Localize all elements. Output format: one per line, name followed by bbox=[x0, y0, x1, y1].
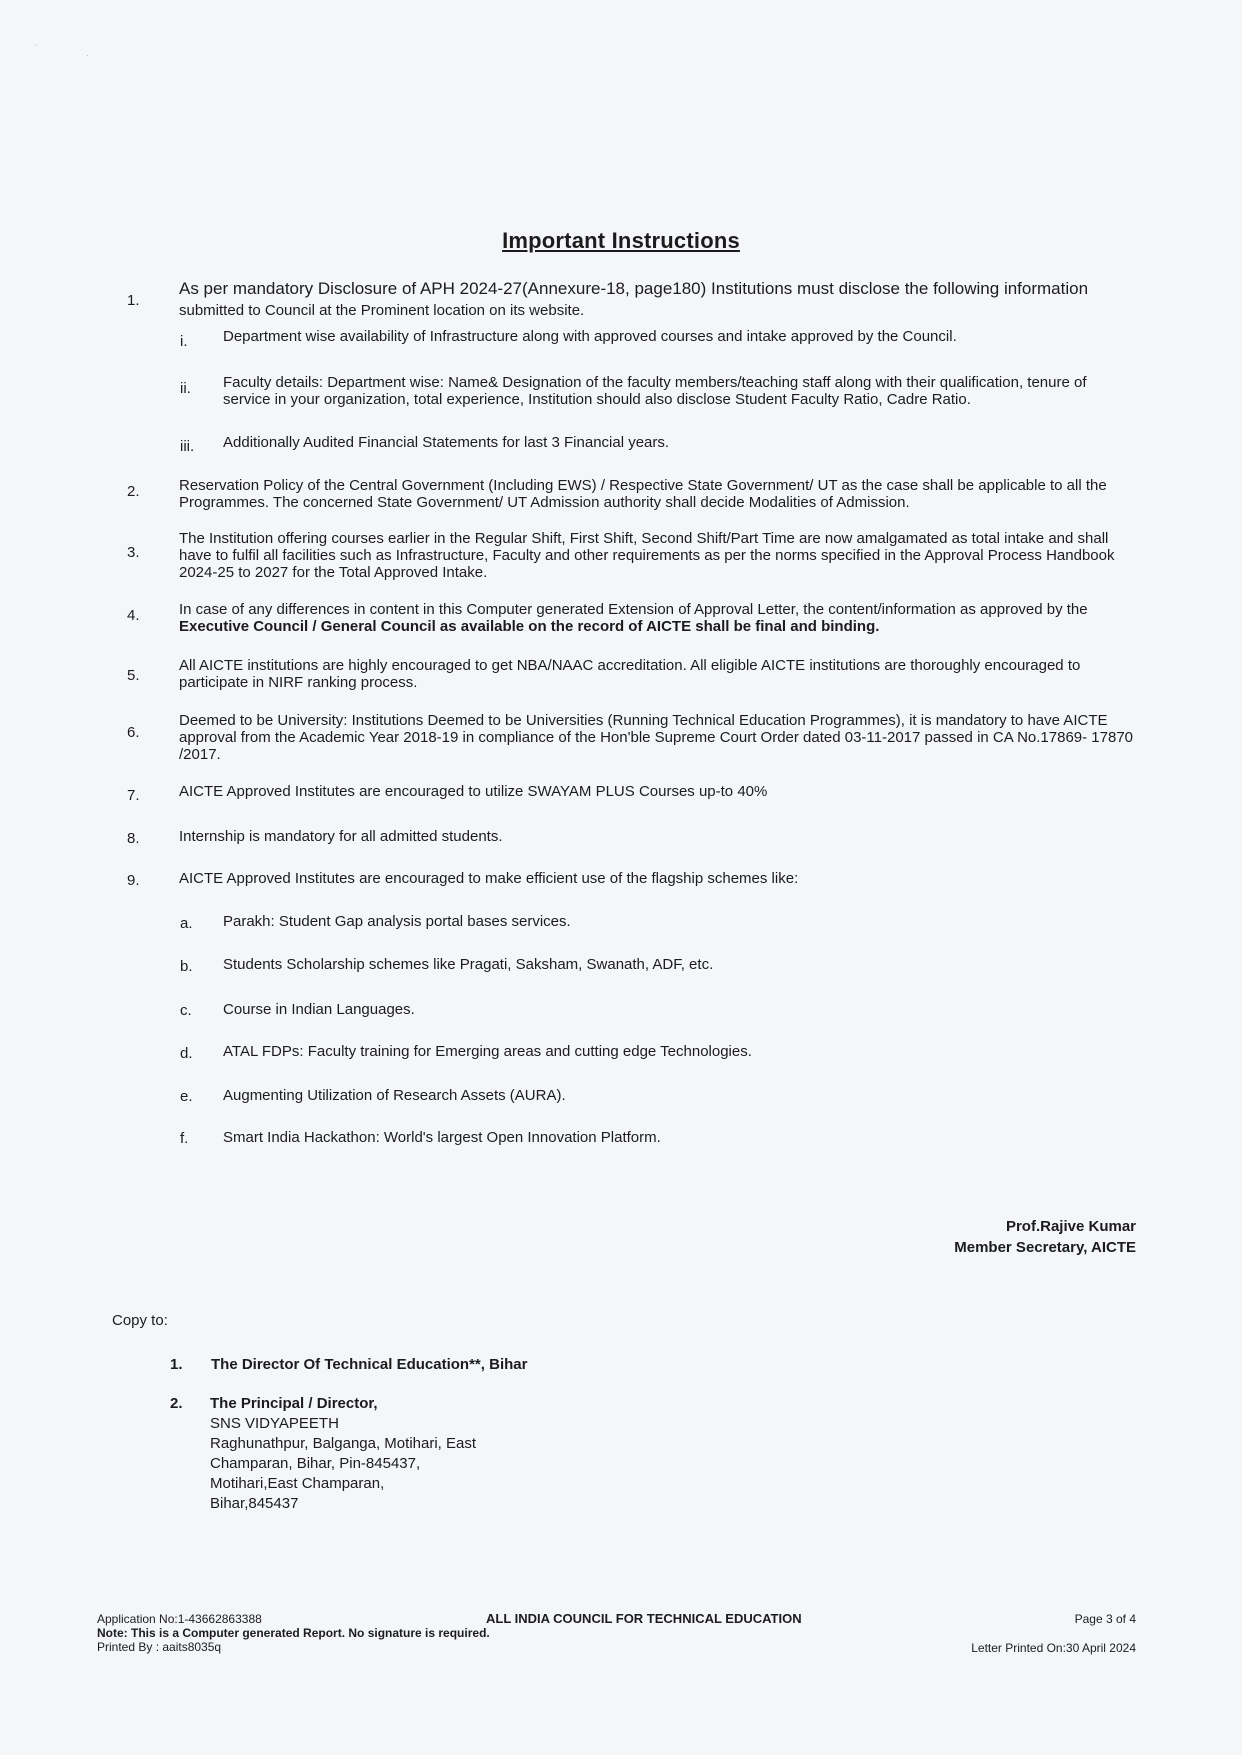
item-text: All AICTE institutions are highly encouraged to get NBA/NAAC accreditation. All eligible AICTE institutions are thoroughly encouraged to participate in NIRF ranking process. bbox=[179, 657, 1081, 691]
subitem-text: Course in Indian Languages. bbox=[223, 1001, 415, 1018]
subitem-number: b. bbox=[180, 958, 193, 975]
printed-on-date: Letter Printed On:30 April 2024 bbox=[971, 1641, 1136, 1655]
item-text: AICTE Approved Institutes are encouraged to make efficient use of the flagship schemes like: bbox=[179, 870, 799, 887]
item-text: Deemed to be University: Institutions Deemed to be Universities (Running Technical Education Programmes), it is mandatory to have AICTE approval from the Academic Year 2018-19 in compliance of the Hon'ble Supreme Court Order dated 03-11-2017 passed in CA No.17869- 17870 /2017. bbox=[179, 712, 1134, 763]
subitem-text: ATAL FDPs: Faculty training for Emerging areas and cutting edge Technologies. bbox=[223, 1043, 752, 1060]
address-line: SNS VIDYAPEETH bbox=[210, 1415, 339, 1432]
item-text: AICTE Approved Institutes are encouraged to utilize SWAYAM PLUS Courses up-to 40% bbox=[179, 783, 768, 800]
subitem-number: iii. bbox=[180, 438, 195, 455]
item-number: 1. bbox=[127, 292, 140, 309]
subitem-text: Parakh: Student Gap analysis portal bases services. bbox=[223, 913, 571, 930]
address-line: Motihari,East Champaran, bbox=[210, 1475, 385, 1492]
subitem-text: Smart India Hackathon: World's largest Open Innovation Platform. bbox=[223, 1129, 661, 1146]
subitem-number: i. bbox=[180, 333, 188, 350]
application-number: Application No:1-43662863388 bbox=[97, 1612, 262, 1626]
signatory-designation: Member Secretary, AICTE bbox=[954, 1239, 1136, 1256]
item-text: Reservation Policy of the Central Government (Including EWS) / Respective State Government/ UT as the case shall be applicable to all the Programmes. The concerned State Government/ UT Admission authority shall decide Modalities of Admission. bbox=[179, 477, 1107, 511]
subitem-number: e. bbox=[180, 1088, 193, 1105]
copy-to-address bbox=[210, 1394, 476, 1514]
subitem-text: Students Scholarship schemes like Pragati, Saksham, Swanath, ADF, etc. bbox=[223, 956, 714, 973]
item-text: As per mandatory Disclosure of APH 2024-27(Annexure-18, page180) Institutions must disclose the following information bbox=[179, 279, 1089, 298]
item-text: Internship is mandatory for all admitted students. bbox=[179, 828, 503, 845]
item-text: submitted to Council at the Prominent location on its website. bbox=[179, 302, 585, 319]
scan-mark: ` bbox=[34, 44, 38, 55]
copy-to-number: 1. bbox=[170, 1356, 183, 1373]
page-title: Important Instructions bbox=[502, 228, 740, 253]
address-line: Bihar,845437 bbox=[210, 1495, 299, 1512]
signature-block bbox=[954, 1216, 1136, 1258]
subitem-number: c. bbox=[180, 1002, 192, 1019]
copy-to-number: 2. bbox=[170, 1395, 183, 1412]
footer-left bbox=[97, 1612, 490, 1654]
address-heading: The Principal / Director, bbox=[210, 1395, 378, 1412]
item-number: 2. bbox=[127, 483, 140, 500]
signatory-name: Prof.Rajive Kumar bbox=[1005, 1218, 1136, 1235]
item-number: 5. bbox=[127, 667, 140, 684]
item-number: 6. bbox=[127, 724, 140, 741]
subitem-number: f. bbox=[180, 1130, 189, 1147]
subitem-number: d. bbox=[180, 1045, 193, 1062]
item-number: 7. bbox=[127, 787, 140, 804]
address-line: Raghunathpur, Balganga, Motihari, East bbox=[210, 1435, 477, 1452]
item-number: 3. bbox=[127, 544, 140, 561]
footer-note: Note: This is a Computer generated Report. No signature is required. bbox=[97, 1626, 490, 1640]
item-number: 9. bbox=[127, 872, 140, 889]
printed-by: Printed By : aaits8035q bbox=[97, 1640, 222, 1654]
subitem-text: Augmenting Utilization of Research Assets (AURA). bbox=[223, 1087, 566, 1104]
subitem-text: Faculty details: Department wise: Name& Designation of the faculty members/teaching staff along with their qualification, tenure of service in your organization, total experience, Institution should also disclose Student Faculty Ratio, Cadre Ratio. bbox=[223, 374, 1087, 408]
scan-mark: . bbox=[86, 48, 89, 59]
item-number: 4. bbox=[127, 607, 140, 624]
item-number: 8. bbox=[127, 830, 140, 847]
subitem-text: Department wise availability of Infrastructure along with approved courses and intake approved by the Council. bbox=[223, 328, 957, 345]
subitem-number: ii. bbox=[180, 380, 191, 397]
address-line: Champaran, Bihar, Pin-845437, bbox=[210, 1455, 421, 1472]
subitem-number: a. bbox=[180, 915, 193, 932]
copy-to-label: Copy to: bbox=[112, 1312, 168, 1329]
page-number: Page 3 of 4 bbox=[1074, 1612, 1136, 1626]
item-text: In case of any differences in content in this Computer generated Extension of Approval Letter, the content/information as approved by the Executive Council / General Council as available on the record of AICTE shall be final and binding. bbox=[179, 601, 1088, 635]
subitem-text: Additionally Audited Financial Statements for last 3 Financial years. bbox=[223, 434, 670, 451]
item-text: The Institution offering courses earlier in the Regular Shift, First Shift, Second Shift/Part Time are now amalgamated as total intake and shall have to fulfil all facilities such as Infrastructure, Faculty and other requirements as per the norms specified in the Approval Process Handbook 2024-25 to 2027 for the Total Approved Intake. bbox=[179, 530, 1115, 581]
council-name: ALL INDIA COUNCIL FOR TECHNICAL EDUCATION bbox=[486, 1611, 802, 1626]
copy-to-recipient: The Director Of Technical Education**, Bihar bbox=[211, 1356, 528, 1373]
